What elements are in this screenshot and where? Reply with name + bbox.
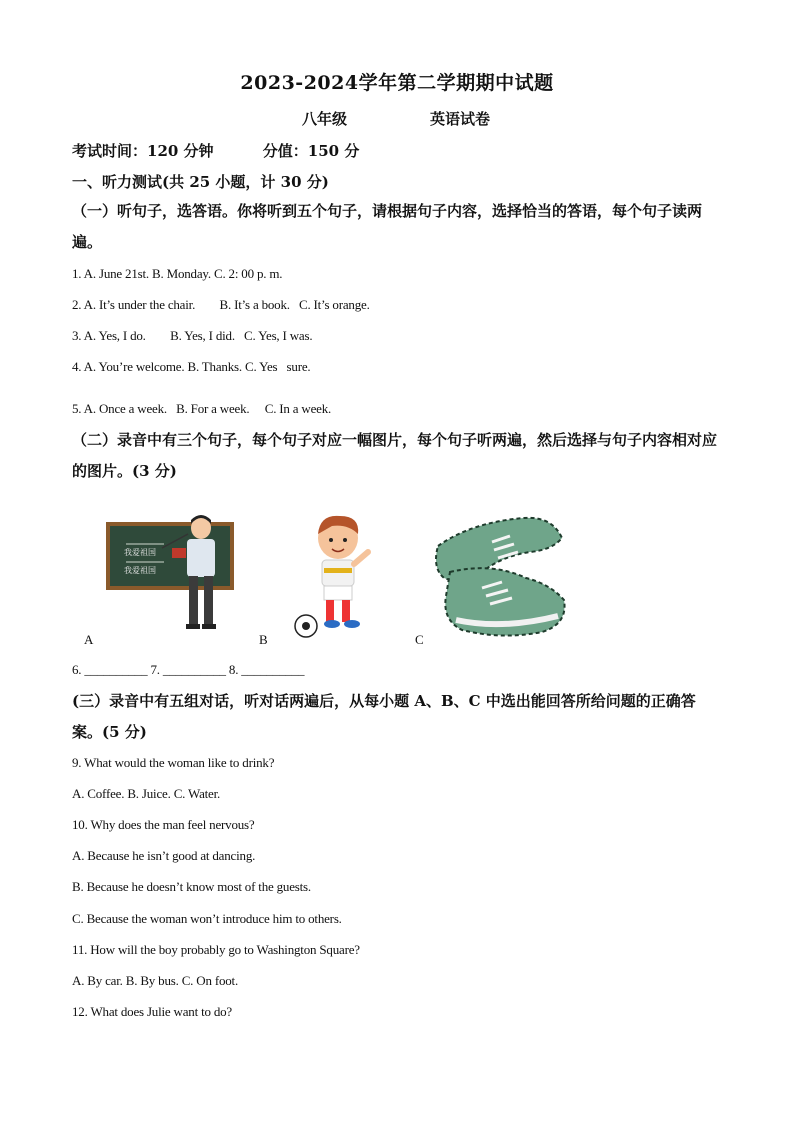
- question-2: 2. A. It’s under the chair. B. It’s a book. C. It’s orange.: [72, 297, 370, 312]
- question-11: 11. How will the boy probably go to Washington Square?: [72, 942, 360, 957]
- picture-label-a: A: [84, 632, 94, 647]
- football-patch: [302, 622, 310, 630]
- question-4: 4. A. You’re welcome. B. Thanks. C. Yes sure.: [72, 359, 311, 374]
- question-10-option-a: A. Because he isn’t good at dancing.: [72, 848, 256, 863]
- picture-label-b: B: [259, 632, 268, 647]
- question-5: 5. A. Once a week. B. For a week. C. In a week.: [72, 401, 332, 416]
- boy-shorts: [324, 586, 352, 600]
- question-9-options: A. Coffee. B. Juice. C. Water.: [72, 786, 221, 801]
- page-title: 2023-2024学年第二学期期中试题: [240, 72, 554, 94]
- question-11-options: A. By car. B. By bus. C. On foot.: [72, 973, 239, 988]
- boy-arm: [354, 552, 368, 564]
- exam-score: 分值：150 分: [262, 142, 360, 160]
- question-10: 10. Why does the man feel nervous?: [72, 817, 255, 832]
- teacher-leg: [189, 576, 198, 626]
- teacher-book: [172, 548, 186, 558]
- section-heading: 一、听力测试(共 25 小题，计 30 分): [72, 173, 329, 191]
- teacher-leg: [204, 576, 213, 626]
- boy-shoe: [324, 620, 340, 628]
- exam-info: [72, 140, 359, 161]
- boy-eye: [343, 538, 347, 542]
- grade-label: 八年级: [302, 110, 348, 128]
- section3-instruction: (三）录音中有五组对话，听对话两遍后，从每小题 A、B、C 中选出能回答所给问题的正确答案。(5 分): [72, 692, 696, 741]
- section1-instruction: （一）听句子，选答语。你将听到五个句子，请根据句子内容，选择恰当的答语，每个句子读两遍。: [72, 202, 703, 251]
- answer-blanks-6-8: 6. __________ 7. __________ 8. __________: [72, 662, 305, 677]
- question-10-option-b: B. Because he doesn’t know most of the guests.: [72, 879, 311, 894]
- sneakers-picture: [432, 512, 572, 644]
- subject-label: 英语试卷: [430, 110, 491, 128]
- picture-label-c: C: [415, 632, 424, 647]
- board-text-2: 我爱祖国: [124, 566, 156, 575]
- exam-time: 考试时间：120 分钟: [72, 142, 214, 160]
- teacher-shoe: [186, 624, 200, 629]
- boy-football-picture: [288, 512, 388, 642]
- teacher-shoe: [202, 624, 216, 629]
- board-text-1: 我爱祖国: [124, 548, 156, 557]
- question-9: 9. What would the woman like to drink?: [72, 755, 275, 770]
- teacher-blackboard-picture: [104, 512, 244, 634]
- question-3: 3. A. Yes, I do. B. Yes, I did. C. Yes, I was.: [72, 328, 313, 343]
- boy-shoe: [344, 620, 360, 628]
- question-10-option-c: C. Because the woman won’t introduce him to others.: [72, 911, 342, 926]
- boy-eye: [329, 538, 333, 542]
- boy-sock: [326, 600, 334, 622]
- question-12: 12. What does Julie want to do?: [72, 1004, 233, 1019]
- shirt-stripe: [324, 568, 352, 573]
- question-1: 1. A. June 21st. B. Monday. C. 2: 00 p. m.: [72, 266, 283, 281]
- section2-instruction: （二）录音中有三个句子，每个句子对应一幅图片，每个句子听两遍，然后选择与句子内容相对应的图片。(3 分): [72, 431, 718, 480]
- boy-sock: [342, 600, 350, 622]
- teacher-shirt: [187, 539, 215, 577]
